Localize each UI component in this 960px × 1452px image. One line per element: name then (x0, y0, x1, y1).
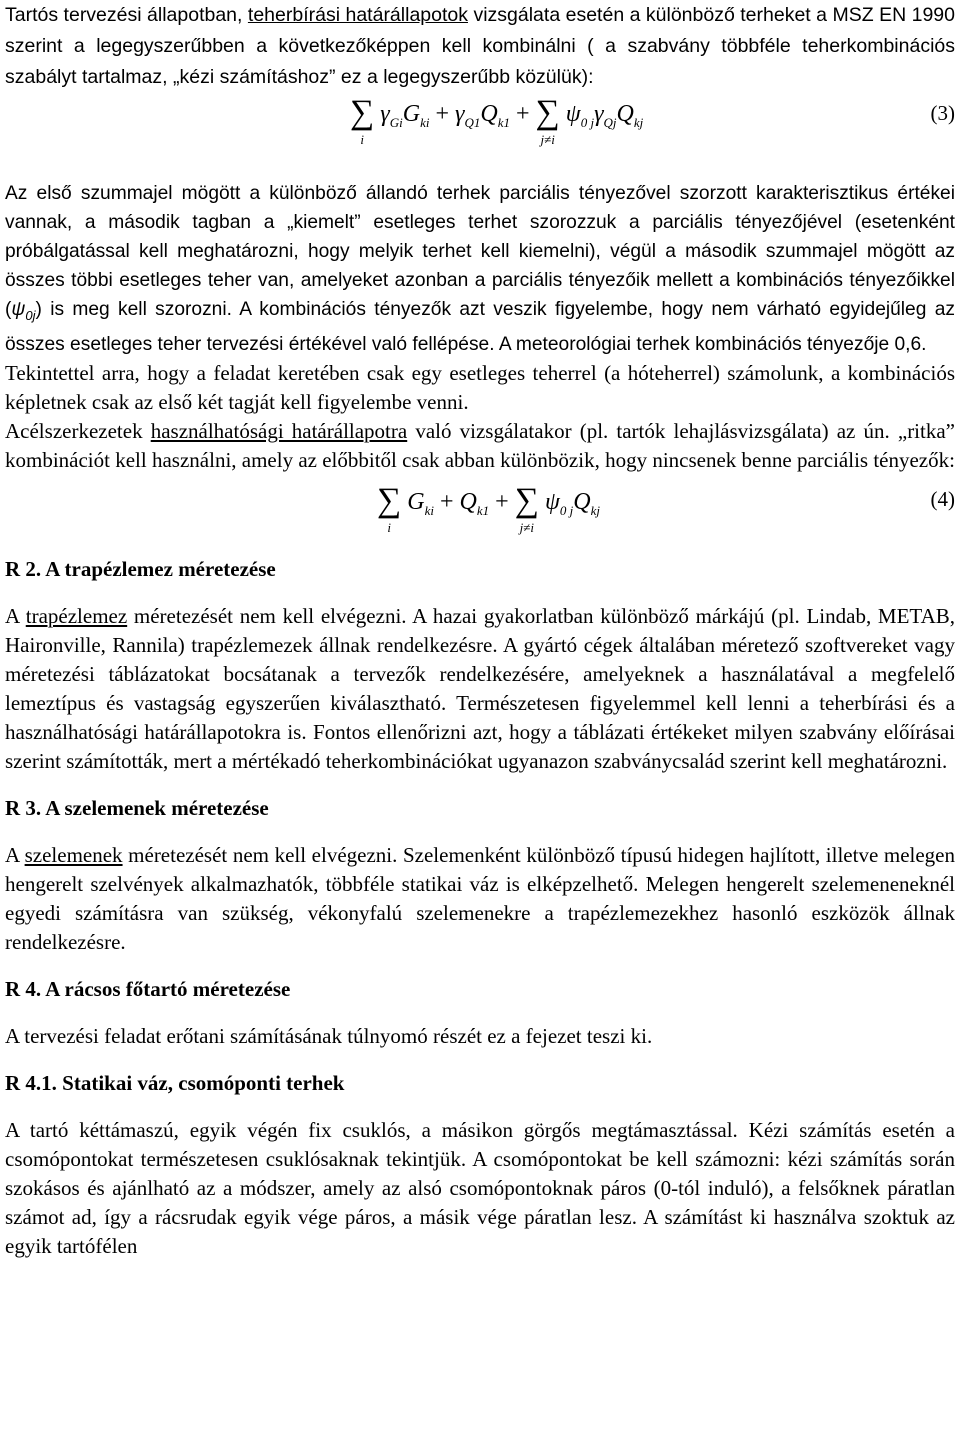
paragraph-snow-load: Tekintettel arra, hogy a feladat keretében csak egy esetleges teherrel (a hóteherrel) számolunk, a kombinációs képletnek csak az első két tagját kell figyelembe venni. (5, 360, 955, 414)
heading-r4: R 4. A rácsos főtartó méretezése (5, 976, 291, 1001)
heading-r3: R 3. A szelemenek méretezése (5, 795, 269, 820)
sum-symbol: ∑ i (350, 94, 375, 147)
formula-3: ∑ i $\gamma_{Gi}G_{ki} + \gamma_{Q1}Q_{k1}$ + ∑ j≠i $\psi_{0 j}\gamma_{Qj}Q_{kj}$ (3) (350, 94, 955, 147)
sum-symbol: ∑ j≠i (514, 481, 539, 535)
paragraph-serviceability: Acélszerkezetek használhatósági határállapotra való vizsgálatakor (pl. tartók lehajlásvizsgálata) az ún. „ritka” kombinációt kell használni, amely az előbbitől csak abban különbözik, hogy nincsenek benne parciális tényezők: (5, 418, 955, 472)
link-trapezlemez[interactable]: trapézlemez (25, 603, 128, 628)
link-hasznalhatosagi-hatarallapot[interactable]: használhatósági határállapotra (150, 418, 408, 443)
sum-symbol: ∑ j≠i (535, 94, 560, 147)
paragraph-r2: A trapézlemez méretezését nem kell elvégezni. A hazai gyakorlatban különböző márkájú (pl. Lindab, METAB, Haironville, Rannila) trapézlemezek állnak rendelkezésre. A gyártó cégek általában méretező szoftvereket vagy méretezési táblázatokat bocsátanak a tervezők rendelkezésére, amelyeknek a használatával a megfelelő lemeztípus és vastagság egyszerűen kiválasztható. Természetesen figyelemmel kell lenni a teherbírási és a használhatósági határállapotokra is. Fontos ellenőrizni azt, hogy a táblázati értékeket milyen szabvány előírásai szerint számították, mert a mértékadó teherkombinációkat ugyanazon szabványcsalád szerint kell meghatározni. (5, 603, 955, 773)
link-teherbirasi-hatarallapotok[interactable]: teherbírási határállapotok (247, 4, 468, 26)
sum-symbol: ∑ i (377, 481, 402, 535)
paragraph-r4: A tervezési feladat erőtani számításának túlnyomó részét ez a fejezet teszi ki. (5, 1023, 653, 1048)
psi-symbol: ψ (11, 299, 26, 320)
intro-text-1: Tartós tervezési állapotban, (5, 4, 248, 26)
equation-number-3: (3) (930, 101, 955, 125)
equation-number-4: (4) (930, 486, 955, 511)
paragraph-r41: A tartó kéttámaszú, egyik végén fix csuklós, a másikon görgős megtámasztással. Kézi számítás esetén a csomópontokat természetesen csuklósaknak tekintjük. A csomópontokat be kell számozni: kézi számítás során szokásos és ajánlható az a módszer, amely az alsó csomópontoknak páros (0-tól induló), a felsőknek páratlan számot ad, így a rácsrudak egyik vége páros, a másik vége páratlan lesz. A számítást ki használva szoktuk az egyik tartófélen (5, 1117, 955, 1258)
paragraph-r3: A szelemenek méretezését nem kell elvégezni. Szelemenként különböző típusú hidegen hajlított, illetve melegen hengerelt szelvények alkalmazhatók, többféle statikai váz is elképzelhető. Melegen hengerelt szelemeneneknél egyedi számításra van szükség, vékonyfalú szelemenekre a trapézlemezekhez hasonló eszközök állnak rendelkezésre. (5, 842, 955, 954)
heading-r2: R 2. A trapézlemez méretezése (5, 556, 276, 581)
paragraph-combination-explanation: Az első szummajel mögött a különböző állandó terhek parciális tényezővel szorzott karakterisztikus értékei vannak, a második tagban a „kiemelt” esetleges terhet szorozzuk a parciális tényezőjével (esetenként próbálgatással kell meghatározni, hogy melyik terhet kell kiemelni), végül a második szummajel mögött az összes többi esetleges teher van, amelyeket azonban a parciális tényezőik mellett a kombinációs tényezőikkel $(\psi_{0j})$ is meg kell szorozni. A kombinációs tényezők azt veszik figyelembe, hogy nem várható egyidejűleg az összes esetleges teher tervezési értékével való fellépése. A meteorológiai terhek kombinációs tényezője 0,6. (5, 183, 955, 355)
formula-4: ∑ i $G_{ki} + Q_{k1}$ + ∑ j≠i $\psi_{0 j}Q_{kj}$ (4) (377, 481, 955, 535)
heading-r41: R 4.1. Statikai váz, csomóponti terhek (5, 1070, 345, 1095)
intro-text-2: vizsgálata esetén a különböző terheket a MSZ EN 1990 szerint a legegyszerűbben a következőképpen kell kombinálni ( a szabvány többféle teherkombinációs szabályt tartalmaz, „kézi számításhoz” ez a legegyszerűbb közülük): (5, 4, 955, 88)
intro-paragraph (5, 0, 955, 93)
link-szelemenek[interactable]: szelemenek (24, 842, 123, 867)
document-page (5, 0, 955, 1261)
